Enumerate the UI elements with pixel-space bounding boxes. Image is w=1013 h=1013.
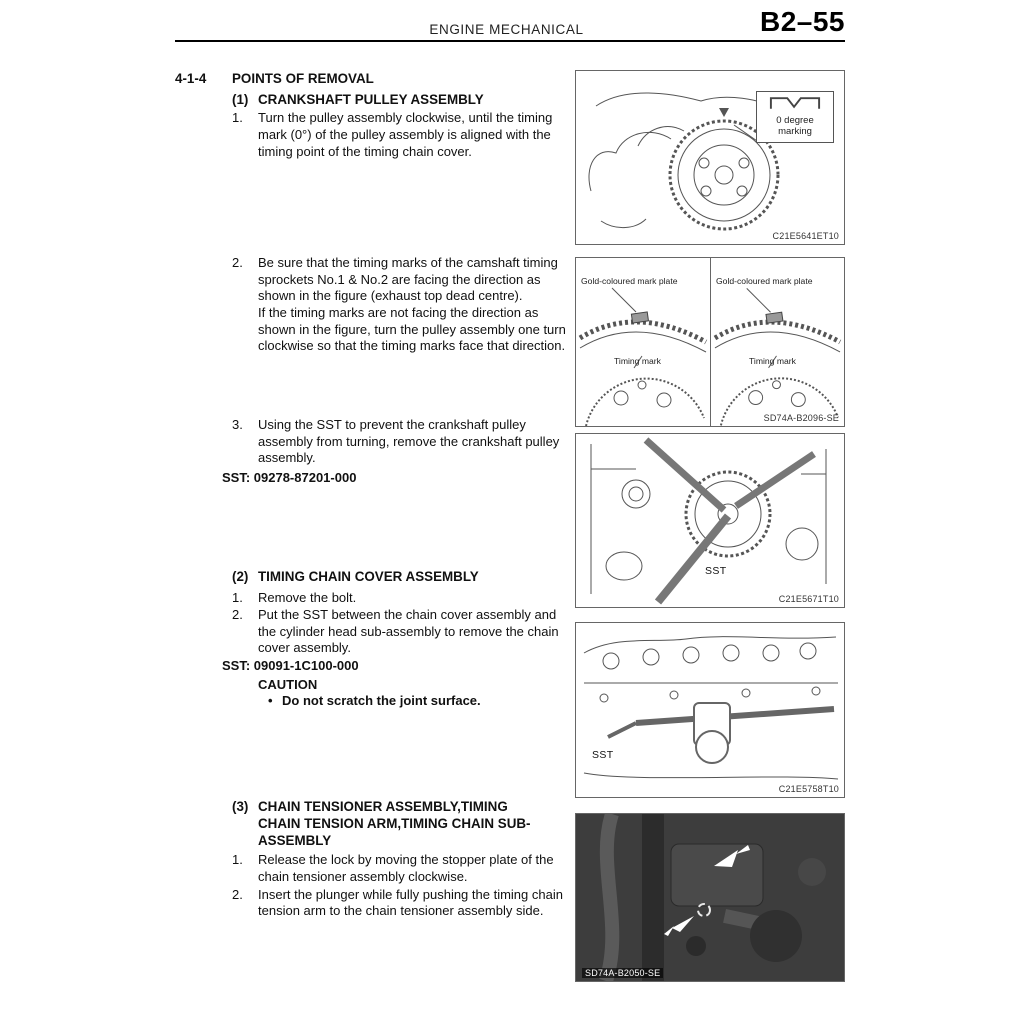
step-number: 3.	[232, 416, 243, 432]
sst-reference: SST: 09091-1C100-000	[222, 658, 359, 674]
figure-callout-box	[756, 91, 834, 143]
bullet-icon: •	[268, 693, 273, 709]
step-number: 2.	[232, 886, 243, 902]
gold-mark-plate-label: Gold-coloured mark plate	[581, 276, 678, 286]
sst-reference: SST: 09278-87201-000	[222, 469, 357, 485]
step-text: Remove the bolt.	[258, 589, 357, 605]
subsection-1-heading	[175, 91, 573, 108]
gold-mark-plate-label: Gold-coloured mark plate	[716, 276, 813, 286]
page-header-title: ENGINE MECHANICAL	[429, 22, 584, 37]
chain-tensioner-photo-drawing	[576, 814, 844, 981]
callout-text: 0 degree marking	[776, 115, 814, 137]
step	[175, 590, 573, 607]
step	[175, 417, 573, 467]
figure-camshaft-timing-marks	[575, 257, 845, 427]
timing-mark-label: Timing mark	[614, 356, 661, 366]
chain-cover-drawing	[576, 623, 844, 797]
caution-text: Do not scratch the joint surface.	[282, 693, 481, 709]
subsection-number: (1)	[232, 92, 249, 108]
subsection-title: CRANKSHAFT PULLEY ASSEMBLY	[258, 92, 484, 108]
step-text: Using the SST to prevent the crankshaft pulley assembly from turning, remove the crankshaft pulley assembly.	[258, 416, 560, 466]
step-text: Put the SST between the chain cover assembly and the cylinder head sub-assembly to remove the chain cover assembly.	[258, 607, 559, 656]
timing-marks-panel-right	[710, 258, 844, 426]
step	[175, 110, 573, 160]
figure-code: C21E5641ET10	[772, 231, 839, 241]
step-text: Insert the plunger while fully pushing the timing chain tension arm to the chain tensioner assembly side.	[258, 886, 563, 919]
subsection-number: (3)	[232, 798, 249, 814]
step-number: 1.	[232, 589, 243, 605]
step-text: Turn the pulley assembly clockwise, until the timing mark (0°) of the pulley assembly is aligned with the timing point of the timing chain cover.	[258, 110, 553, 159]
section-number: 4-1-4	[175, 71, 207, 86]
subsection-title: TIMING CHAIN COVER ASSEMBLY	[258, 569, 479, 585]
step	[175, 255, 573, 355]
header-rule	[175, 40, 845, 42]
step-number: 2.	[232, 607, 243, 623]
section-heading	[175, 70, 573, 87]
caution-item	[175, 693, 573, 710]
sst-pulley-drawing	[576, 434, 844, 607]
sst-tool-label: SST	[592, 749, 614, 761]
step-number: 1.	[232, 852, 243, 868]
timing-mark-label: Timing mark	[749, 356, 796, 366]
sst-tool-label: SST	[705, 565, 727, 577]
notch-mark-icon	[768, 95, 822, 111]
procedure-text-column	[175, 70, 573, 920]
page-number: B2–55	[759, 6, 845, 37]
step	[175, 607, 573, 657]
figure-code: C21E5671T10	[778, 594, 839, 604]
figure-code: SD74A-B2050-SE	[582, 968, 663, 978]
subsection-3-heading	[175, 798, 573, 849]
section-title: POINTS OF REMOVAL	[232, 71, 374, 86]
figure-chain-tensioner-photo	[575, 813, 845, 982]
step-number: 1.	[232, 110, 243, 126]
timing-marks-panel-left	[576, 258, 710, 426]
figure-sst-chain-cover	[575, 622, 845, 798]
subsection-2-heading	[175, 568, 573, 585]
caution-heading: CAUTION	[258, 676, 318, 692]
figure-sst-pulley-removal	[575, 433, 845, 608]
figure-code: C21E5758T10	[778, 784, 839, 794]
step-text-part2: If the timing marks are not facing the direction as shown in the figure, turn the pulley assembly one turn clockwise so that the timing marks face that direction.	[258, 305, 566, 354]
step	[175, 887, 573, 920]
subsection-title: CHAIN TENSIONER ASSEMBLY,TIMING CHAIN TENSION ARM,TIMING CHAIN SUB-ASSEMBLY	[258, 798, 531, 849]
step	[175, 852, 573, 885]
step-text-part1: Be sure that the timing marks of the camshaft timing sprockets No.1 & No.2 are facing the direction as shown in the figure (exhaust top dead centre).	[258, 255, 558, 304]
step-text	[258, 255, 573, 355]
figure-crankshaft-pulley	[575, 70, 845, 245]
step-text: Release the lock by moving the stopper plate of the chain tensioner assembly clockwise.	[258, 852, 554, 885]
step-number: 2.	[232, 255, 243, 271]
figure-code: SD74A-B2096-SE	[763, 413, 839, 423]
subsection-number: (2)	[232, 569, 249, 585]
